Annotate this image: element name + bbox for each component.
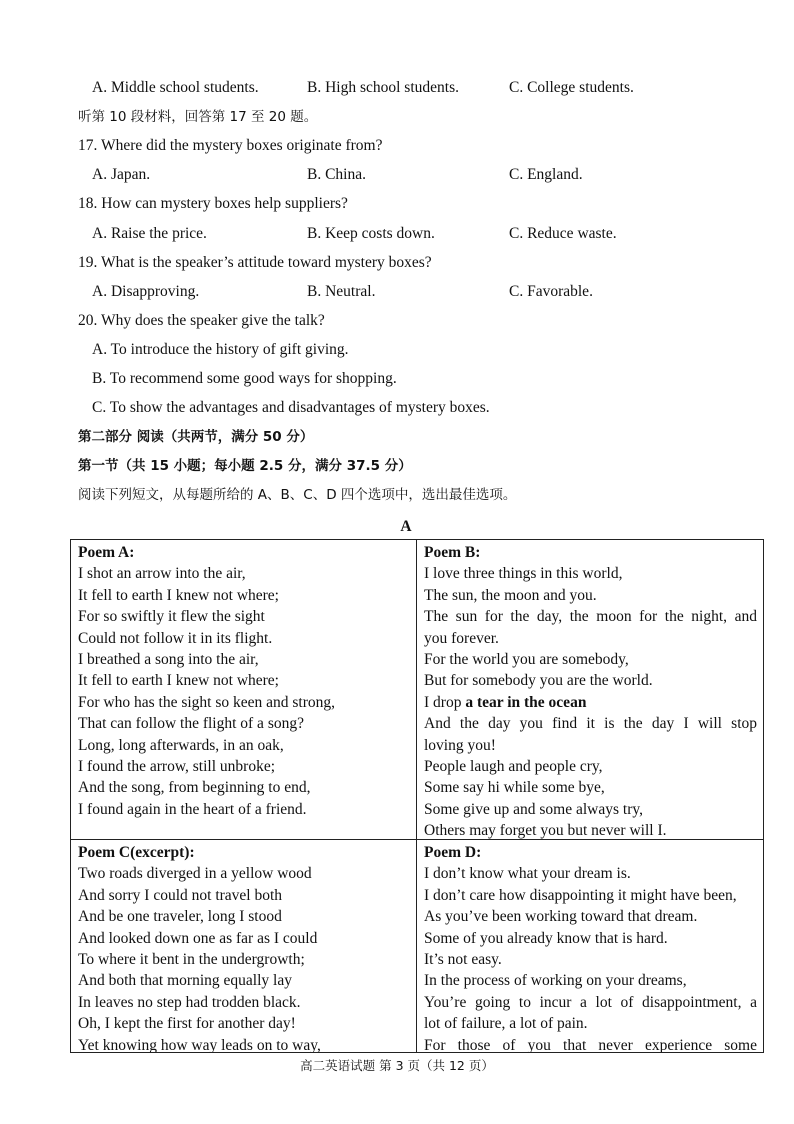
poem-b-line: I love three things in this world, [424, 565, 623, 583]
part2-heading: 第二部分 阅读（共两节，满分 50 分） [78, 429, 314, 445]
poem-a-line: I found again in the heart of a friend. [78, 800, 307, 818]
q20-stem: 20. Why does the speaker give the talk? [78, 312, 325, 329]
poem-a-title: Poem A: [78, 544, 135, 561]
q17-option-c: C. England. [509, 166, 583, 183]
q17-option-b: B. China. [307, 166, 366, 183]
poem-a-line: Long, long afterwards, in an oak, [78, 736, 284, 754]
poem-a-line: I shot an arrow into the air, [78, 565, 246, 583]
poem-a-cell [71, 540, 417, 840]
poem-d-line: As you’ve been working toward that dream. [424, 908, 698, 926]
poem-b-line: And the day you find it is the day I will stop [424, 715, 757, 733]
poem-c-line: Oh, I kept the first for another day! [78, 1015, 296, 1033]
poem-c-line: And be one traveler, long I stood [78, 908, 282, 926]
passage10-instruction: 听第 10 段材料，回答第 17 至 20 题。 [78, 109, 318, 125]
q20-option-c: C. To show the advantages and disadvantages of mystery boxes. [92, 399, 490, 416]
poems-table [70, 539, 764, 1053]
poem-b-line-prefix: I drop [424, 693, 466, 711]
q18-option-c: C. Reduce waste. [509, 225, 617, 242]
q19-option-b: B. Neutral. [307, 283, 376, 300]
poem-b-line-tear [424, 692, 757, 713]
poem-a-line: I found the arrow, still unbroke; [78, 758, 276, 776]
poem-c-line: Two roads diverged in a yellow wood [78, 865, 312, 883]
poem-b-title: Poem B: [424, 544, 481, 561]
poem-d-line: For those of you that never experience some [424, 1036, 757, 1052]
poem-a-line: That can follow the flight of a song? [78, 715, 304, 733]
q16-option-c: C. College students. [509, 79, 634, 96]
q17-options [0, 165, 794, 185]
poem-b-line: Some say hi while some bye, [424, 779, 605, 797]
poem-c-line: In leaves no step had trodden black. [78, 993, 301, 1011]
q16-options [0, 78, 794, 98]
q16-option-a: A. Middle school students. [92, 79, 259, 96]
q18-option-a: A. Raise the price. [92, 225, 207, 242]
poem-b-line: you forever. [424, 629, 499, 647]
poem-d-title: Poem D: [424, 844, 482, 861]
q20-option-b: B. To recommend some good ways for shopping. [92, 370, 397, 387]
poem-d-line: Some of you already know that is hard. [424, 929, 668, 947]
poem-d-line: I don’t care how disappointing it might have been, [424, 886, 737, 904]
poem-a-line: And the song, from beginning to end, [78, 779, 311, 797]
q19-option-c: C. Favorable. [509, 283, 593, 300]
q19-options [0, 282, 794, 302]
section1-instruction: 阅读下列短文，从每题所给的 A、B、C、D 四个选项中，选出最佳选项。 [78, 487, 517, 503]
poem-c-line: And sorry I could not travel both [78, 886, 283, 904]
poem-c [71, 840, 416, 1052]
q16-option-b: B. High school students. [307, 79, 459, 96]
poem-c-line: Yet knowing how way leads on to way, [78, 1036, 321, 1052]
poem-a-line: Could not follow it in its flight. [78, 629, 273, 647]
poem-a-line: It fell to earth I knew not where; [78, 586, 279, 604]
poem-c-cell [71, 840, 417, 1053]
poems-row-top [71, 540, 764, 840]
poem-b-line: The sun, the moon and you. [424, 586, 597, 604]
poem-a-line: I breathed a song into the air, [78, 651, 259, 669]
poem-d-line: In the process of working on your dreams, [424, 972, 687, 990]
poem-b-line: The sun for the day, the moon for the night, and [424, 608, 757, 626]
q19-option-a: A. Disapproving. [92, 283, 200, 300]
poem-b-line: Others may forget you but never will I. [424, 822, 667, 839]
poem-c-line: And both that morning equally lay [78, 972, 292, 990]
poem-d-line: It’s not easy. [424, 951, 502, 969]
passage-label: A [400, 518, 412, 535]
q17-option-a: A. Japan. [92, 166, 151, 183]
poem-b-cell [417, 540, 764, 840]
poem-a-line: For who has the sight so keen and strong, [78, 693, 336, 711]
q20-option-a: A. To introduce the history of gift giving. [92, 341, 349, 358]
q19-stem: 19. What is the speaker’s attitude toward mystery boxes? [78, 254, 432, 271]
q17-stem: 17. Where did the mystery boxes originate from? [78, 137, 383, 154]
poem-c-line: And looked down one as far as I could [78, 929, 318, 947]
poem-b-line: People laugh and people cry, [424, 758, 603, 776]
poem-d-line: I don’t know what your dream is. [424, 865, 631, 883]
section1-heading: 第一节（共 15 小题；每小题 2.5 分，满分 37.5 分） [78, 458, 412, 474]
q18-stem: 18. How can mystery boxes help suppliers? [78, 195, 348, 212]
poems-row-bottom [71, 840, 764, 1053]
poem-d-cell [417, 840, 764, 1053]
page-footer: 高二英语试题 第 3 页（共 12 页） [300, 1058, 494, 1073]
poem-a-line: It fell to earth I knew not where; [78, 672, 279, 690]
q18-options [0, 224, 794, 244]
poem-a [71, 540, 416, 819]
poem-c-line: To where it bent in the undergrowth; [78, 951, 305, 969]
poem-d-line: lot of failure, a lot of pain. [424, 1015, 588, 1033]
q18-option-b: B. Keep costs down. [307, 225, 435, 242]
poem-c-title: Poem C(excerpt): [78, 844, 195, 861]
poem-a-line: For so swiftly it flew the sight [78, 608, 265, 626]
poem-b-line: For the world you are somebody, [424, 651, 629, 669]
poem-b [417, 540, 763, 839]
poem-b-line: Some give up and some always try, [424, 800, 643, 818]
poem-b-line: loving you! [424, 736, 496, 754]
poem-b-line: But for somebody you are the world. [424, 672, 653, 690]
poem-d-line: You’re going to incur a lot of disappointment, a [424, 993, 757, 1011]
poem-d [417, 840, 763, 1052]
poem-b-bold-phrase: a tear in the ocean [465, 693, 587, 711]
